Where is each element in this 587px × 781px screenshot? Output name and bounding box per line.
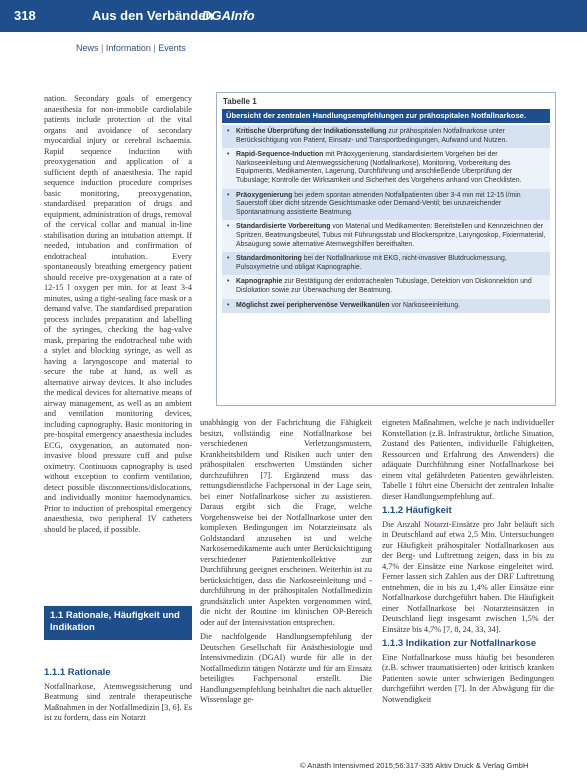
subheading-haeufigkeit: 1.1.2 Häufigkeit [382, 505, 452, 516]
page-number: 318 [14, 8, 36, 23]
table-row-text: vor Narkoseeinleitung. [391, 301, 461, 309]
table-title: Übersicht der zentralen Handlungsempfehlungen zur prähospitalen Notfallnarkose. [222, 109, 550, 123]
subnav-information[interactable]: Information [105, 43, 151, 53]
bullet-icon: • [227, 223, 230, 231]
col3-paragraph-3: Eine Notfallnarkose muss häufig bei besonderen (z.B. schwer traumatisierten) oder kritisch kranken Patienten sowie unter schwierigen Bedingungen durchgeführt werden [7]. In der Abwägung für die Notwendigkeit [382, 652, 554, 704]
subheading-indikation: 1.1.3 Indikation zur Notfallnarkose [382, 638, 537, 649]
table-1 [216, 92, 556, 406]
subnav [76, 43, 186, 53]
table-row-lead: Standardisierte Vorbereitung [236, 223, 331, 231]
subnav-separator: | [101, 43, 104, 53]
table-row [222, 189, 550, 221]
header-bar [0, 0, 587, 32]
column-2-text [200, 418, 372, 710]
table-row-text: zur prähospitalen Notfallnarkose unter Berücksichtigung von Patient, Einsatz- und Transportbedingungen, Aufwand und Nutzen. [236, 128, 508, 144]
table-row [222, 125, 550, 148]
table-row-lead: Standardmonitoring [236, 255, 302, 263]
subnav-news[interactable]: News [76, 43, 99, 53]
table-row-text: mit Präoxygenierung, standardisiertem Vorgehen bei der Narkoseeinleitung und Atemwegssicherung (Notfallnarkose), Monitoring, Vorbereitung des Equipments, Medikamenten, Lagerung, Durchführung und anschließende Überprüfung der Tubuslage; Kontrolle der Wirksamkeit und Sicherheit des Vorgehens anhand von Checklisten. [236, 151, 522, 184]
table-row-lead: Präoxygenierung [236, 191, 293, 199]
bullet-icon: • [227, 278, 230, 286]
subnav-events[interactable]: Events [158, 43, 186, 53]
table-rows [222, 125, 550, 313]
journal-name: DGAInfo [202, 8, 255, 23]
table-row [222, 275, 550, 298]
col2-paragraph-1: unabhängig von der Fachrichtung die Fähigkeit besitzt, vollständig eine Notfallnarkose bei verschiedenen Verletzungsmustern, Krankheitsbildern und Risiken auch unter den prähospitalen erschwerten Umständen sicher durchzuführen [7]. Ergänzend muss das rettungsdienstliche Fachpersonal in der Lage sein, bei einer Notfallnarkose sicher zu assistieren. Daraus ergibt sich die Frage, welche Vorgehensweise bei der Notfallnarkose unter den komplexen Bedingungen im Notarzteinsatz als Goldstandard anzusehen ist und welche Narkosemedikamente auch unter Berücksichtigung verschiedener Patientenkollektive zur Durchführung geeignet erscheinen. Weiterhin ist zu berücksichtigen, dass die Narkoseeinleitung und -durchführung in der prähospitalen Notfallmedizin grundsätzlich unter Aspekten vorgenommen wird, die nicht der Routine im klinischen OP-Bereich oder auf der Intensivstation entsprechen. [200, 418, 372, 627]
column-3-text [382, 418, 554, 709]
subnav-separator: | [153, 43, 156, 53]
col1b-paragraph: Notfallnarkose, Atemwegssicherung und Beatmung sind zentrale therapeutische Maßnahmen in der Notfallmedizin [3, 6]. Es ist zu fordern, dass ein Notarzt [44, 681, 192, 722]
table-row-lead: Möglichst zwei periphervenöse Verweilkanülen [236, 301, 390, 309]
bullet-icon: • [227, 255, 230, 263]
table-row [222, 220, 550, 252]
col3-paragraph-2: Die Anzahl Notarzt-Einsätze pro Jahr beläuft sich in Deutschland auf etwa 2,5 Mio. Untersuchungen zur Häufigkeit prähospitaler Notfallnarkosen aus der Berg- und Luftrettung zeigen, dass in bis zu 4,7% der Einsätze eine Narkose eingeleitet wird. Ferner lassen sich Zahlen aus der DRF Luftrettung entnehmen, die in bis zu 1,4% aller Einsätze eine Notfallnarkose durchgeführt haben. Die Häufigkeit einer Notfallnarkose bei Notarzteinsätzen in Deutschland liegt insgesamt zwischen 1,5% der Einsätze bis 4,7% [7, 8, 24, 33, 34]. [382, 519, 554, 634]
bullet-icon: • [227, 128, 230, 135]
table-row [222, 148, 550, 188]
col3-paragraph-1: eigneten Maßnahmen, welche je nach individueller Konstellation (z.B. Infrastruktur, örtliche Situation, Zustand des Patienten, individuelle Fähigkeiten, Ressourcen und Erfahrung des Anwenders) die adäquate Durchführung einer Notfallnarkose bei einem vital gefährdeten Patienten gewährleisten. Tabelle 1 führt eine Übersicht der zentralen Inhalte dieser Handlungsempfehlung auf. [382, 418, 554, 501]
table-row-lead: Kapnographie [236, 278, 283, 286]
table-row-text: bei der Notfallnarkose mit EKG, nicht-invasiver Blutdruckmessung, Pulsoxymetrie und obligat Kapnographie. [236, 255, 507, 271]
column-1-lower [44, 668, 192, 728]
table-row-lead: Rapid-Sequence-Induction [236, 151, 324, 159]
subheading-rationale: 1.1.1 Rationale [44, 667, 111, 678]
bullet-icon: • [227, 301, 230, 309]
table-row-text: bei jedem spontan atmenden Notfallpatienten über 3-4 min mit 12-15 l/min Sauerstoff über dicht sitzende Gesichtsmaske oder Demand-Ventil; bei unzureichender Spontanatmung assistierte Beatmung. [236, 191, 521, 216]
table-row [222, 252, 550, 275]
col1-paragraph: nation. Secondary goals of emergency anaesthesia for non-immobile cardiolabile patients include protection of the vital organs and avoidance of secondary myocardial injury or cerebral ischaemia. Rapid sequence induction with preoxygenation and application of a sufficient depth of anaesthesia. The rapid sequence induction procedure comprises basic monitoring, preoxygenation, standardised preparation of drugs and equipment, administration of drugs, removal of the cervical collar and manual in-line stabilisation during an intubation attempt. If needed, intubation and confirmation of endotracheal intubation. Every spontaneously breathing emergency patient should receive pre-oxygenation at a rate of 12-15 l oxygen per min. for at least 3-4 minutes, using a tight-sealing face mask or a demand valve. The standardised preparation process includes preparation and labelling of the syringes, checking the bag-valve mask, preparing the endotracheal tube with a stylet and blocking syringe, as well as having a laryngoscope and material to secure the tube at hand, as well as alternative airway devices. It also includes the medical devices for alternative means of airway management, as well as an ambient and ventilation monitoring devices, including capnography. Basic monitoring in pre-hospital emergency anaesthesia includes ECG, oxygenation, an automated non-invasive blood pressure cuff and pulse oximetry. Continuous capnography is used without exception to confirm ventilation, detect possible disconnections/dislocations, and individually monitor haemodynamics. Prior to induction of prehospital emergency anaesthesia, two peripheral IV catheters should be placed, if possible. [44, 94, 192, 534]
table-row [222, 299, 550, 314]
bullet-icon: • [227, 151, 230, 159]
footer-copyright: © Anästh Intensivmed 2015;56:317-335 Aktiv Druck & Verlag GmbH [300, 761, 529, 770]
section-heading-box: 1.1 Rationale, Häufigkeit und Indikation [44, 606, 192, 640]
bullet-icon: • [227, 191, 230, 199]
table-row-text: von Material und Medikamenten: Bereitstellen und Kennzeichnen der Spritzen, Beatmungsbeutel, Tubus mit Führungsstab und Blockerspritze, Laryngoskop, Fixiermaterial, Absaugung sowie alternative Atemwegshilfen bereithalten. [236, 223, 546, 248]
column-1-text [44, 94, 192, 539]
col2-paragraph-2: Die nachfolgende Handlungsempfehlung der Deutschen Gesellschaft für Anästhesiologie und Intensivmedizin (DGAI) wurde für alle in der Notfallmedizin tätigen Notärzte und für am Einsatz beteiligtes Fachpersonal erstellt. Die Handlungsempfehlung beinhaltet die nach aktueller Wissenslage ge- [200, 632, 372, 704]
section-title: Aus den Verbänden [92, 8, 214, 23]
table-row-text: zur Bestätigung der endotrachealen Tubuslage, Detektion von Diskonnektion und Dislokation sowie zur Überwachung der Beatmung. [236, 278, 532, 294]
table-row-lead: Kritische Überprüfung der Indikationsstellung [236, 128, 387, 135]
table-label: Tabelle 1 [223, 97, 257, 106]
